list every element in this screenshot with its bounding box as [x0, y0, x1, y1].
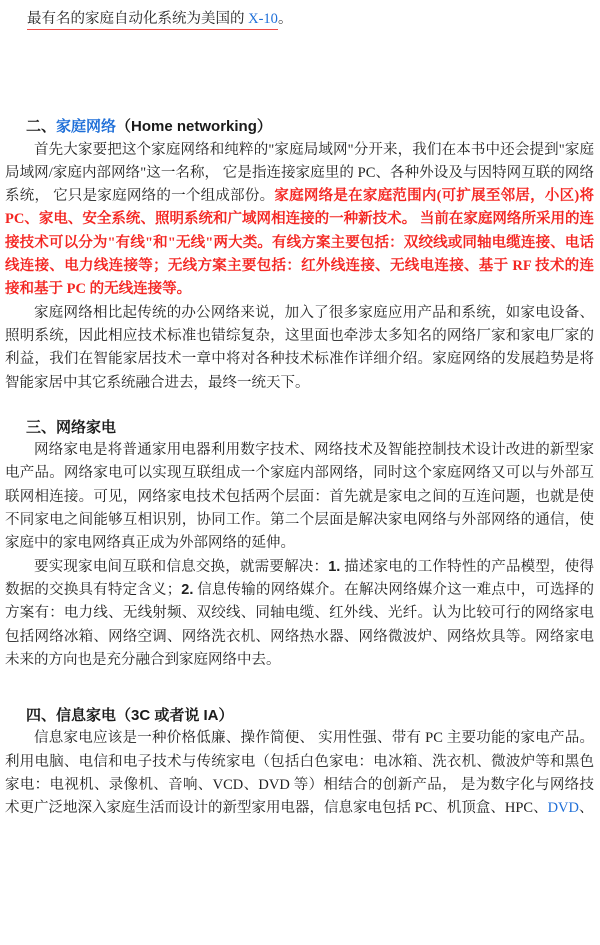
home-network-paragraph-1 [5, 139, 594, 302]
section3-heading: 三、网络家电 [26, 418, 117, 436]
info-appliance-paragraph-1 [5, 727, 594, 820]
section4-heading: 四、信息家电（3C 或者说 IA） [26, 707, 234, 725]
home-network-paragraph-1-red: 家庭网络是在家庭范围内(可扩展至邻居，小区)将 PC、家电、安全系统、照明系统和广域网相连接的一种新技术。 当前在家庭网络所采用的连接技术可以分为"有线"和"无线"两大类。有线方案主要包括：双绞线或同轴电缆连接、电话线连接、电力线连接等；无线方案主要包括：红外线连接、无线电连接、基于 RF 技术的连接和基于 PC 的无线连接等。 [5, 188, 594, 298]
x10-link[interactable]: X-10 [248, 11, 278, 27]
network-appliance-paragraph-2 [5, 556, 594, 672]
network-appliance-paragraph-2-item1: 描述家电的工作特性的产品模型，使得数据的交换具有特定含义； [5, 558, 595, 598]
network-appliance-paragraph-2-intro: 要实现家电间互联和信息交换，就需要解决： [34, 558, 329, 575]
intro-paragraph [5, 8, 594, 31]
home-network-paragraph-2: 家庭网络相比起传统的办公网络来说，加入了很多家庭应用产品和系统，如家电设备、照明系统，因此相应技术标准也错综复杂，这里面也牵涉太多知名的网络厂家和家电厂家的利益，我们在智能家居技术一章中将对各种技术标准作详细介绍。家庭网络的发展趋势是将智能家居中其它系统融合进去，最终一统天下。 [5, 304, 594, 391]
list-number-1: 1. [328, 558, 341, 575]
dvd-link[interactable]: DVD [547, 800, 579, 817]
underlined-sentence [27, 11, 278, 30]
network-appliance-paragraph-1: 网络家电是将普通家用电器利用数字技术、网络技术及智能控制技术设计改进的新型家电产品。网络家电可以实现互联组成一个家庭内部网络，同时这个家庭网络又可以与外部互联网相连接。可见，网络家电技术包括两个层面：首先就是家电之间的互连问题，也就是使不同家电之间能够互相识别，协同工作。第二个层面是解决家电网络与外部网络的通信，使家庭中的家电网络真正成为外部网络的延伸。 [5, 442, 594, 552]
intro-period: 。 [277, 11, 293, 27]
section2-heading-suffix: （Home networking） [116, 118, 272, 136]
info-appliance-paragraph-1-text: 信息家电应该是一种价格低廉、操作简便、 实用性强、带有 PC 主要功能的家电产品。利用电脑、电信和电子技术与传统家电（包括白色家电：电冰箱、洗衣机、微波炉等和黑色家电：电视机、录像机、音响、VCD、DVD 等）相结合的创新产品， 是为数字化与网络技术更广泛地深入家庭生活而设计的新型家用电器，信息家电包括 PC、机顶盒、HPC、 [5, 730, 594, 817]
section2-heading-number: 二、 [26, 118, 57, 136]
home-network-paragraph-1-black: 首先大家要把这个家庭网络和纯粹的"家庭局域网"分开来，我们在本书中还会提到"家庭局域网/家庭内部网络"这一名称， 它是指连接家庭里的 PC、各种外设及与因特网互联的网络系统， 它只是家庭网络的一个组成部份。 [5, 141, 594, 205]
network-appliance-paragraph-2-item2: 信息传输的网络媒介。在解决网络媒介这一难点中，可选择的方案有：电力线、无线射频、双绞线、同轴电缆、红外线、光纤。认为比较可行的网络家电包括网络冰箱、网络空调、网络洗衣机、网络热水器、网络微波炉、网络炊具等。网络家电未来的方向也是充分融合到家庭网络中去。 [5, 581, 595, 668]
list-number-2: 2. [181, 581, 194, 598]
info-appliance-paragraph-1-tail: 、 [579, 800, 594, 817]
home-networking-link[interactable]: 家庭网络 [56, 118, 117, 136]
section2-heading [5, 115, 594, 138]
intro-text: 最有名的家庭自动化系统为美国的 [27, 11, 249, 27]
